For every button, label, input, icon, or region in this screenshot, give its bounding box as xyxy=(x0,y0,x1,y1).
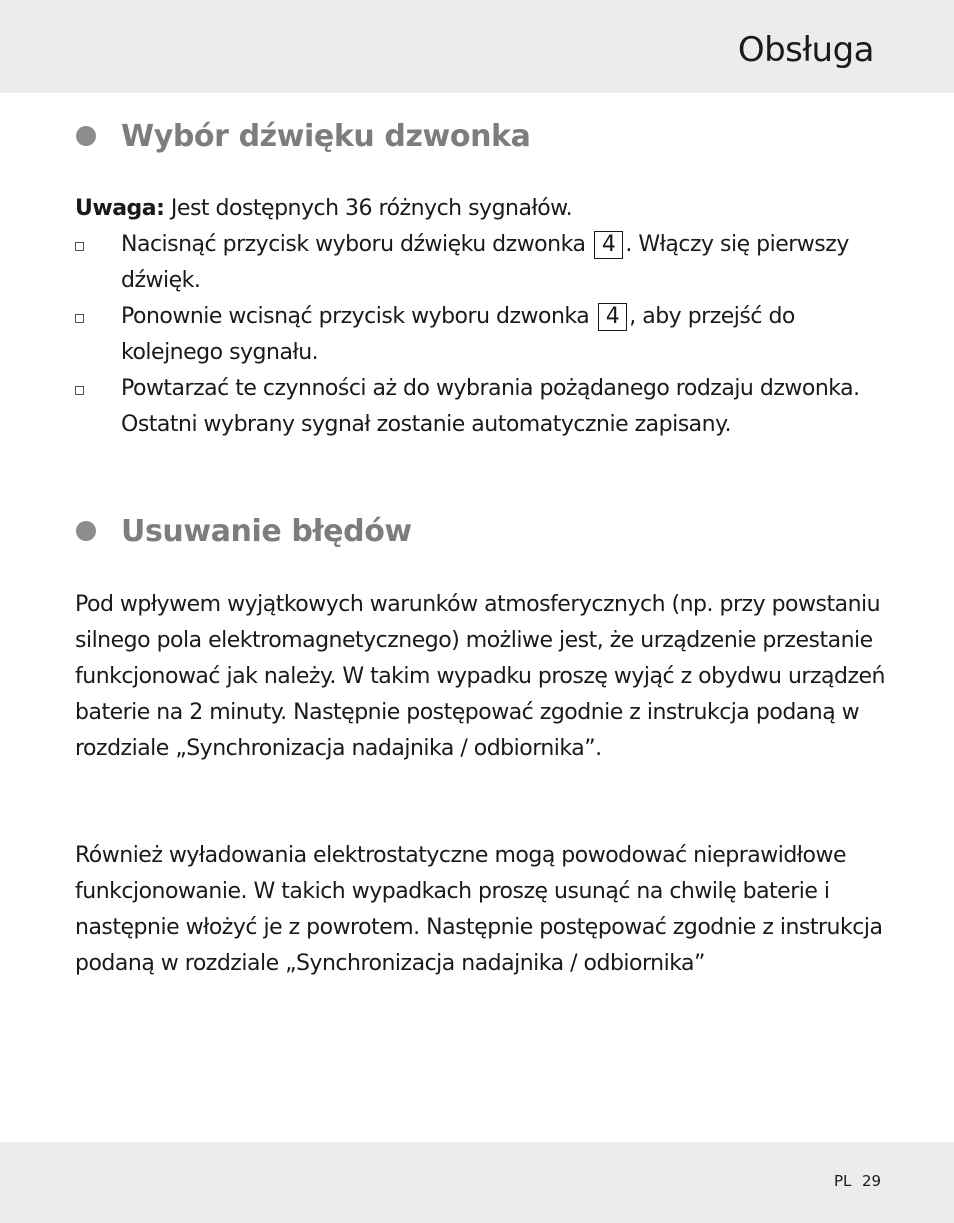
body-paragraph: Również wyładowania elektrostatyczne mogą powodować nieprawidłowe funkcjonowanie. W takich wypadkach proszę usunąć na chwilę baterie i następnie włożyć je z powrotem. Następnie postępować zgodnie z instrukcja podaną w rozdziale „Synchronizacja nadajnika / odbiornika” xyxy=(75,843,883,976)
heading-text: Wybór dźwięku dzwonka xyxy=(121,118,531,154)
step-item xyxy=(75,299,887,371)
checkbox-bullet-icon xyxy=(75,314,84,323)
note-text: Jest dostępnych 36 różnych sygnałów. xyxy=(164,196,573,221)
note-paragraph xyxy=(75,191,887,227)
step-text xyxy=(75,299,887,371)
page-footer xyxy=(0,1142,954,1223)
step-text-before: Nacisnąć przycisk wyboru dźwięku dzwonka xyxy=(121,232,592,257)
footer-language: PL xyxy=(834,1172,852,1190)
note-label: Uwaga: xyxy=(75,196,165,221)
page-title: Obsługa xyxy=(737,30,874,70)
button-reference-key: 4 xyxy=(594,231,624,259)
step-text-before: Ponownie wcisnąć przycisk wyboru dzwonka xyxy=(121,304,596,329)
page-number: 29 xyxy=(862,1172,882,1190)
step-text: Powtarzać te czynności aż do wybrania pożądanego rodzaju dzwonka. Ostatni wybrany sygnał zostanie automatycznie zapisany. xyxy=(121,376,860,437)
checkbox-bullet-icon xyxy=(75,386,84,395)
heading-text: Usuwanie błędów xyxy=(121,513,412,549)
bullet-dot-icon xyxy=(76,521,96,541)
body-paragraph: Pod wpływem wyjątkowych warunków atmosferycznych (np. przy powstaniu silnego pola elektromagnetycznego) możliwe jest, że urządzenie przestanie funkcjonować jak należy. W takim wypadku proszę wyjąć z obydwu urządzeń baterie na 2 minuty. Następnie postępować zgodnie z instrukcja podaną w rozdziale „Synchronizacja nadajnika / odbiornika”. xyxy=(75,592,885,761)
section-heading-troubleshooting xyxy=(76,511,412,551)
bullet-dot-icon xyxy=(76,126,96,146)
step-text xyxy=(75,227,887,299)
step-item xyxy=(75,227,887,299)
checkbox-bullet-icon xyxy=(75,242,84,251)
step-item xyxy=(75,371,887,443)
page-header xyxy=(0,0,954,93)
button-reference-key: 4 xyxy=(598,303,628,331)
section-heading-ringtone xyxy=(76,116,530,156)
step-text-after: . Włączy się pierwszy dźwięk. xyxy=(121,232,849,293)
step-text-after: , aby przejść do kolejnego sygnału. xyxy=(121,304,795,365)
